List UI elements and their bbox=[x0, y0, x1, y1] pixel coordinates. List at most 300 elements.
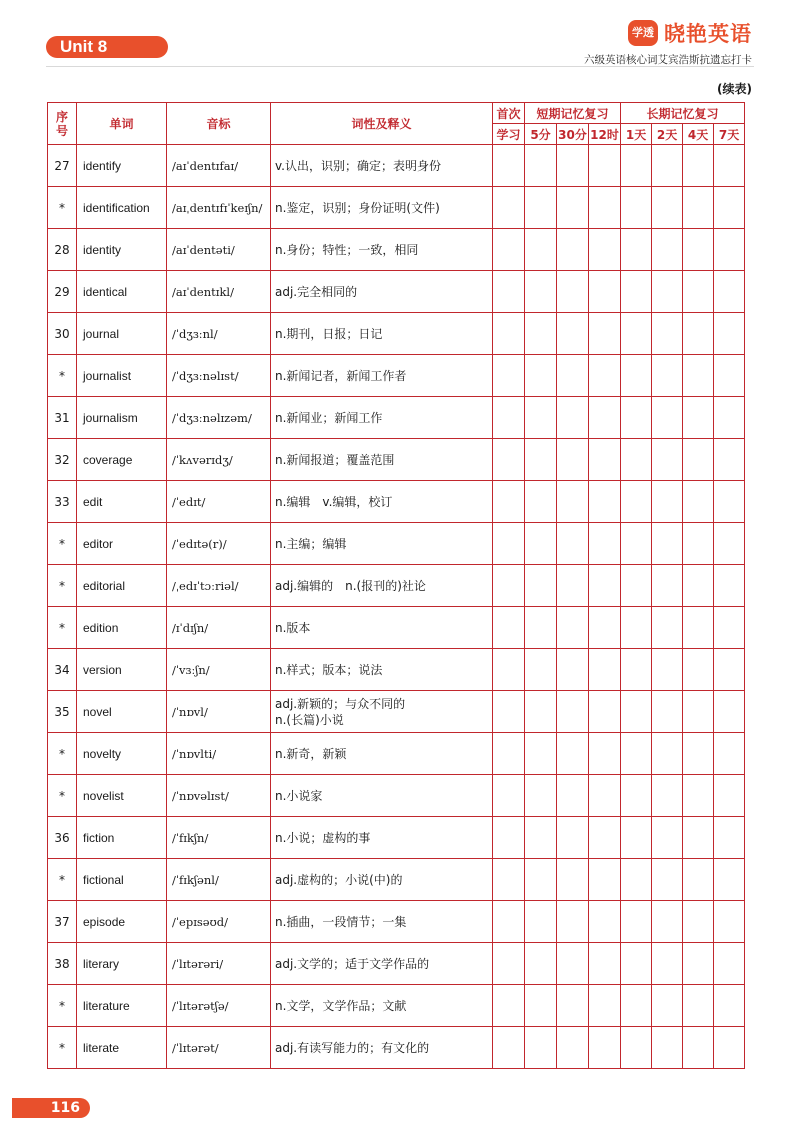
checkin-box[interactable] bbox=[621, 313, 652, 355]
row-number: * bbox=[48, 775, 77, 817]
checkin-box[interactable] bbox=[589, 523, 621, 565]
checkin-box[interactable] bbox=[714, 145, 745, 187]
word-cell: editor bbox=[77, 523, 167, 565]
checkin-box[interactable] bbox=[621, 691, 652, 733]
checkin-box[interactable] bbox=[683, 733, 714, 775]
checkin-box[interactable] bbox=[683, 187, 714, 229]
checkin-box[interactable] bbox=[557, 775, 589, 817]
checkin-box[interactable] bbox=[589, 985, 621, 1027]
checkin-box[interactable] bbox=[683, 901, 714, 943]
table-row bbox=[48, 1027, 745, 1069]
checkin-box[interactable] bbox=[493, 775, 525, 817]
unit-badge: Unit 8 bbox=[46, 36, 168, 58]
checkin-box[interactable] bbox=[714, 439, 745, 481]
word-cell: edit bbox=[77, 481, 167, 523]
word-cell: literary bbox=[77, 943, 167, 985]
definition-cell bbox=[271, 901, 493, 943]
checkin-box[interactable] bbox=[557, 859, 589, 901]
checkin-box[interactable] bbox=[493, 355, 525, 397]
row-number: 38 bbox=[48, 943, 77, 985]
checkin-box[interactable] bbox=[714, 187, 745, 229]
phonetic-cell: /ˌedɪˈtɔːriəl/ bbox=[167, 565, 271, 607]
word-cell: coverage bbox=[77, 439, 167, 481]
checkin-box[interactable] bbox=[525, 691, 557, 733]
checkin-box[interactable] bbox=[589, 775, 621, 817]
checkin-box[interactable] bbox=[557, 691, 589, 733]
word-cell: editorial bbox=[77, 565, 167, 607]
definition-line: adj.有读写能力的；有文化的 bbox=[275, 1040, 430, 1055]
definition-line: n.插曲，一段情节；一集 bbox=[275, 914, 407, 929]
checkin-box[interactable] bbox=[652, 901, 683, 943]
checkin-box[interactable] bbox=[683, 649, 714, 691]
checkin-box[interactable] bbox=[589, 145, 621, 187]
checkin-box[interactable] bbox=[683, 607, 714, 649]
definition-cell bbox=[271, 187, 493, 229]
vocabulary-table bbox=[47, 102, 745, 1069]
definition-line: n.新奇，新颖 bbox=[275, 746, 347, 761]
checkin-box[interactable] bbox=[621, 607, 652, 649]
table-row bbox=[48, 859, 745, 901]
checkin-box[interactable] bbox=[714, 397, 745, 439]
definition-cell bbox=[271, 523, 493, 565]
row-number: * bbox=[48, 607, 77, 649]
checkin-box[interactable] bbox=[493, 523, 525, 565]
checkin-box[interactable] bbox=[589, 817, 621, 859]
definition-cell bbox=[271, 397, 493, 439]
checkin-box[interactable] bbox=[621, 943, 652, 985]
checkin-box[interactable] bbox=[652, 355, 683, 397]
checkin-box[interactable] bbox=[493, 271, 525, 313]
checkin-box[interactable] bbox=[557, 355, 589, 397]
row-number: * bbox=[48, 565, 77, 607]
phonetic-cell: /ˈdʒɜːnəlɪst/ bbox=[167, 355, 271, 397]
checkin-box[interactable] bbox=[652, 313, 683, 355]
checkin-box[interactable] bbox=[652, 187, 683, 229]
phonetic-cell: /aɪˈdentɪfaɪ/ bbox=[167, 145, 271, 187]
phonetic-cell: /ˈlɪtərət/ bbox=[167, 1027, 271, 1069]
checkin-box[interactable] bbox=[493, 817, 525, 859]
row-number: 28 bbox=[48, 229, 77, 271]
checkin-box[interactable] bbox=[621, 187, 652, 229]
definition-line: n.新闻业；新闻工作 bbox=[275, 410, 383, 425]
checkin-box[interactable] bbox=[652, 817, 683, 859]
checkin-box[interactable] bbox=[525, 397, 557, 439]
word-cell: literature bbox=[77, 985, 167, 1027]
checkin-box[interactable] bbox=[493, 313, 525, 355]
checkin-box[interactable] bbox=[621, 355, 652, 397]
checkin-box[interactable] bbox=[589, 355, 621, 397]
checkin-box[interactable] bbox=[683, 271, 714, 313]
brand-subtitle: 六级英语核心词艾宾浩斯抗遗忘打卡 bbox=[584, 54, 752, 66]
checkin-box[interactable] bbox=[589, 691, 621, 733]
checkin-box[interactable] bbox=[557, 481, 589, 523]
table-row bbox=[48, 271, 745, 313]
row-number: 37 bbox=[48, 901, 77, 943]
row-number: * bbox=[48, 187, 77, 229]
checkin-box[interactable] bbox=[525, 649, 557, 691]
checkin-box[interactable] bbox=[493, 1027, 525, 1069]
checkin-box[interactable] bbox=[557, 397, 589, 439]
row-number: 29 bbox=[48, 271, 77, 313]
word-cell: novelty bbox=[77, 733, 167, 775]
checkin-box[interactable] bbox=[589, 901, 621, 943]
definition-line: n.版本 bbox=[275, 620, 311, 635]
checkin-box[interactable] bbox=[525, 355, 557, 397]
table-row bbox=[48, 817, 745, 859]
phonetic-cell: /ˈedɪtə(r)/ bbox=[167, 523, 271, 565]
checkin-box[interactable] bbox=[525, 1027, 557, 1069]
checkin-box[interactable] bbox=[714, 523, 745, 565]
checkin-box[interactable] bbox=[683, 439, 714, 481]
table-row bbox=[48, 187, 745, 229]
checkin-box[interactable] bbox=[525, 229, 557, 271]
checkin-box[interactable] bbox=[683, 145, 714, 187]
checkin-box[interactable] bbox=[652, 775, 683, 817]
checkin-box[interactable] bbox=[621, 649, 652, 691]
checkin-box[interactable] bbox=[714, 313, 745, 355]
header-definition: 词性及释义 bbox=[271, 103, 493, 145]
checkin-box[interactable] bbox=[525, 859, 557, 901]
checkin-box[interactable] bbox=[589, 271, 621, 313]
definition-line: n.(长篇)小说 bbox=[275, 712, 344, 727]
header-long-interval: 1天 bbox=[621, 124, 652, 145]
checkin-box[interactable] bbox=[589, 649, 621, 691]
checkin-box[interactable] bbox=[621, 901, 652, 943]
checkin-box[interactable] bbox=[652, 565, 683, 607]
definition-cell bbox=[271, 229, 493, 271]
checkin-box[interactable] bbox=[652, 439, 683, 481]
checkin-box[interactable] bbox=[714, 1027, 745, 1069]
checkin-box[interactable] bbox=[683, 355, 714, 397]
checkin-box[interactable] bbox=[557, 229, 589, 271]
checkin-box[interactable] bbox=[621, 145, 652, 187]
checkin-box[interactable] bbox=[493, 145, 525, 187]
checkin-box[interactable] bbox=[621, 733, 652, 775]
checkin-box[interactable] bbox=[683, 859, 714, 901]
definition-line: n.主编；编辑 bbox=[275, 536, 347, 551]
checkin-box[interactable] bbox=[621, 985, 652, 1027]
checkin-box[interactable] bbox=[557, 271, 589, 313]
checkin-box[interactable] bbox=[525, 733, 557, 775]
checkin-box[interactable] bbox=[621, 859, 652, 901]
phonetic-cell: /ˈvɜːʃn/ bbox=[167, 649, 271, 691]
header-first-study: 学习 bbox=[493, 124, 525, 145]
table-row bbox=[48, 649, 745, 691]
phonetic-cell: /ˈdʒɜːnl/ bbox=[167, 313, 271, 355]
checkin-box[interactable] bbox=[683, 523, 714, 565]
definition-cell bbox=[271, 145, 493, 187]
checkin-box[interactable] bbox=[589, 565, 621, 607]
definition-cell bbox=[271, 1027, 493, 1069]
checkin-box[interactable] bbox=[525, 313, 557, 355]
row-number: 31 bbox=[48, 397, 77, 439]
checkin-box[interactable] bbox=[714, 943, 745, 985]
checkin-box[interactable] bbox=[683, 985, 714, 1027]
row-number: 27 bbox=[48, 145, 77, 187]
row-number: 33 bbox=[48, 481, 77, 523]
checkin-box[interactable] bbox=[621, 481, 652, 523]
checkin-box[interactable] bbox=[525, 817, 557, 859]
checkin-box[interactable] bbox=[589, 481, 621, 523]
checkin-box[interactable] bbox=[652, 691, 683, 733]
checkin-box[interactable] bbox=[493, 481, 525, 523]
checkin-box[interactable] bbox=[525, 481, 557, 523]
checkin-box[interactable] bbox=[714, 775, 745, 817]
continued-label: (续表) bbox=[717, 82, 752, 96]
checkin-box[interactable] bbox=[525, 187, 557, 229]
brand-name: 晓艳英语 bbox=[664, 22, 752, 46]
checkin-box[interactable] bbox=[493, 187, 525, 229]
table-row bbox=[48, 397, 745, 439]
definition-line: adj.文学的；适于文学作品的 bbox=[275, 956, 430, 971]
checkin-box[interactable] bbox=[683, 565, 714, 607]
table-row bbox=[48, 481, 745, 523]
row-number: 35 bbox=[48, 691, 77, 733]
word-cell: version bbox=[77, 649, 167, 691]
checkin-box[interactable] bbox=[525, 985, 557, 1027]
checkin-box[interactable] bbox=[683, 691, 714, 733]
checkin-box[interactable] bbox=[652, 397, 683, 439]
word-cell: episode bbox=[77, 901, 167, 943]
checkin-box[interactable] bbox=[652, 145, 683, 187]
phonetic-cell: /ˈfɪkʃn/ bbox=[167, 817, 271, 859]
definition-cell bbox=[271, 565, 493, 607]
checkin-box[interactable] bbox=[652, 943, 683, 985]
definition-line: n.文学，文学作品；文献 bbox=[275, 998, 407, 1013]
definition-line: adj.编辑的 n.(报刊的)社论 bbox=[275, 578, 426, 593]
checkin-box[interactable] bbox=[493, 859, 525, 901]
header-long-interval: 2天 bbox=[652, 124, 683, 145]
checkin-box[interactable] bbox=[652, 985, 683, 1027]
checkin-box[interactable] bbox=[589, 439, 621, 481]
checkin-box[interactable] bbox=[714, 817, 745, 859]
checkin-box[interactable] bbox=[683, 229, 714, 271]
checkin-box[interactable] bbox=[525, 439, 557, 481]
checkin-box[interactable] bbox=[525, 271, 557, 313]
checkin-box[interactable] bbox=[557, 523, 589, 565]
header-long-interval: 4天 bbox=[683, 124, 714, 145]
table-row bbox=[48, 733, 745, 775]
definition-line: n.小说家 bbox=[275, 788, 323, 803]
phonetic-cell: /aɪˈdentəti/ bbox=[167, 229, 271, 271]
checkin-box[interactable] bbox=[652, 607, 683, 649]
checkin-box[interactable] bbox=[557, 187, 589, 229]
checkin-box[interactable] bbox=[589, 943, 621, 985]
phonetic-cell: /ˈlɪtərətʃə/ bbox=[167, 985, 271, 1027]
header-short-term: 短期记忆复习 bbox=[525, 103, 621, 124]
checkin-box[interactable] bbox=[652, 733, 683, 775]
checkin-box[interactable] bbox=[652, 1027, 683, 1069]
table-row bbox=[48, 523, 745, 565]
definition-line: n.新闻记者，新闻工作者 bbox=[275, 368, 407, 383]
phonetic-cell: /ɪˈdɪʃn/ bbox=[167, 607, 271, 649]
phonetic-cell: /ˈnɒvl/ bbox=[167, 691, 271, 733]
brand-logo-icon: 学透 bbox=[628, 20, 658, 46]
definition-cell bbox=[271, 481, 493, 523]
checkin-box[interactable] bbox=[714, 607, 745, 649]
checkin-box[interactable] bbox=[493, 733, 525, 775]
table-row bbox=[48, 607, 745, 649]
header-first: 首次 bbox=[493, 103, 525, 124]
word-cell: novel bbox=[77, 691, 167, 733]
table-row bbox=[48, 229, 745, 271]
checkin-box[interactable] bbox=[589, 607, 621, 649]
row-number: * bbox=[48, 355, 77, 397]
checkin-box[interactable] bbox=[557, 145, 589, 187]
definition-line: adj.虚构的；小说(中)的 bbox=[275, 872, 403, 887]
checkin-box[interactable] bbox=[589, 313, 621, 355]
checkin-box[interactable] bbox=[589, 229, 621, 271]
table-row bbox=[48, 943, 745, 985]
checkin-box[interactable] bbox=[525, 145, 557, 187]
checkin-box[interactable] bbox=[493, 901, 525, 943]
checkin-box[interactable] bbox=[589, 397, 621, 439]
definition-cell bbox=[271, 439, 493, 481]
checkin-box[interactable] bbox=[621, 271, 652, 313]
checkin-box[interactable] bbox=[557, 649, 589, 691]
checkin-box[interactable] bbox=[714, 901, 745, 943]
checkin-box[interactable] bbox=[714, 859, 745, 901]
row-number: * bbox=[48, 523, 77, 565]
checkin-box[interactable] bbox=[621, 565, 652, 607]
checkin-box[interactable] bbox=[589, 1027, 621, 1069]
phonetic-cell: /ˈnɒvəlɪst/ bbox=[167, 775, 271, 817]
header-short-interval: 30分 bbox=[557, 124, 589, 145]
definition-cell bbox=[271, 943, 493, 985]
checkin-box[interactable] bbox=[525, 607, 557, 649]
checkin-box[interactable] bbox=[525, 523, 557, 565]
phonetic-cell: /ˈepɪsəʊd/ bbox=[167, 901, 271, 943]
checkin-box[interactable] bbox=[493, 397, 525, 439]
word-cell: literate bbox=[77, 1027, 167, 1069]
phonetic-cell: /aɪˌdentɪfɪˈkeɪʃn/ bbox=[167, 187, 271, 229]
checkin-box[interactable] bbox=[714, 565, 745, 607]
checkin-box[interactable] bbox=[621, 229, 652, 271]
row-number: 30 bbox=[48, 313, 77, 355]
row-number: 32 bbox=[48, 439, 77, 481]
definition-cell bbox=[271, 271, 493, 313]
checkin-box[interactable] bbox=[525, 901, 557, 943]
checkin-box[interactable] bbox=[683, 397, 714, 439]
checkin-box[interactable] bbox=[683, 817, 714, 859]
word-cell: identify bbox=[77, 145, 167, 187]
checkin-box[interactable] bbox=[557, 439, 589, 481]
definition-cell bbox=[271, 775, 493, 817]
checkin-box[interactable] bbox=[714, 691, 745, 733]
phonetic-cell: /aɪˈdentɪkl/ bbox=[167, 271, 271, 313]
checkin-box[interactable] bbox=[652, 859, 683, 901]
checkin-box[interactable] bbox=[714, 481, 745, 523]
checkin-box[interactable] bbox=[557, 733, 589, 775]
table-row bbox=[48, 691, 745, 733]
header-phonetic: 音标 bbox=[167, 103, 271, 145]
checkin-box[interactable] bbox=[621, 1027, 652, 1069]
checkin-box[interactable] bbox=[683, 1027, 714, 1069]
checkin-box[interactable] bbox=[525, 565, 557, 607]
checkin-box[interactable] bbox=[493, 649, 525, 691]
checkin-box[interactable] bbox=[557, 985, 589, 1027]
checkin-box[interactable] bbox=[652, 523, 683, 565]
definition-cell bbox=[271, 733, 493, 775]
header-seq: 序号 bbox=[48, 103, 77, 145]
table-row bbox=[48, 565, 745, 607]
checkin-box[interactable] bbox=[493, 607, 525, 649]
phonetic-cell: /ˈkʌvərɪdʒ/ bbox=[167, 439, 271, 481]
checkin-box[interactable] bbox=[714, 355, 745, 397]
checkin-box[interactable] bbox=[557, 607, 589, 649]
checkin-box[interactable] bbox=[557, 1027, 589, 1069]
checkin-box[interactable] bbox=[493, 229, 525, 271]
checkin-box[interactable] bbox=[525, 775, 557, 817]
checkin-box[interactable] bbox=[714, 229, 745, 271]
word-cell: journal bbox=[77, 313, 167, 355]
definition-cell bbox=[271, 355, 493, 397]
checkin-box[interactable] bbox=[557, 313, 589, 355]
checkin-box[interactable] bbox=[493, 439, 525, 481]
checkin-box[interactable] bbox=[621, 523, 652, 565]
checkin-box[interactable] bbox=[589, 733, 621, 775]
checkin-box[interactable] bbox=[557, 901, 589, 943]
checkin-box[interactable] bbox=[683, 481, 714, 523]
checkin-box[interactable] bbox=[621, 397, 652, 439]
definition-line: n.期刊，日报；日记 bbox=[275, 326, 383, 341]
checkin-box[interactable] bbox=[621, 775, 652, 817]
checkin-box[interactable] bbox=[493, 943, 525, 985]
checkin-box[interactable] bbox=[493, 565, 525, 607]
checkin-box[interactable] bbox=[652, 649, 683, 691]
checkin-box[interactable] bbox=[652, 481, 683, 523]
row-number: * bbox=[48, 985, 77, 1027]
checkin-box[interactable] bbox=[714, 271, 745, 313]
row-number: * bbox=[48, 859, 77, 901]
table-row bbox=[48, 313, 745, 355]
checkin-box[interactable] bbox=[621, 439, 652, 481]
table-row bbox=[48, 355, 745, 397]
definition-line: n.小说；虚构的事 bbox=[275, 830, 371, 845]
definition-line: n.新闻报道；覆盖范围 bbox=[275, 452, 395, 467]
row-number: 34 bbox=[48, 649, 77, 691]
checkin-box[interactable] bbox=[683, 775, 714, 817]
checkin-box[interactable] bbox=[557, 943, 589, 985]
definition-line: v.认出，识别；确定；表明身份 bbox=[275, 158, 441, 173]
checkin-box[interactable] bbox=[621, 817, 652, 859]
table-row bbox=[48, 439, 745, 481]
checkin-box[interactable] bbox=[493, 985, 525, 1027]
checkin-box[interactable] bbox=[683, 313, 714, 355]
table-row bbox=[48, 775, 745, 817]
checkin-box[interactable] bbox=[714, 985, 745, 1027]
definition-cell bbox=[271, 607, 493, 649]
definition-cell bbox=[271, 817, 493, 859]
checkin-box[interactable] bbox=[652, 271, 683, 313]
phonetic-cell: /ˈnɒvlti/ bbox=[167, 733, 271, 775]
checkin-box[interactable] bbox=[589, 859, 621, 901]
word-cell: edition bbox=[77, 607, 167, 649]
row-number: * bbox=[48, 733, 77, 775]
definition-cell bbox=[271, 649, 493, 691]
header-long-interval: 7天 bbox=[714, 124, 745, 145]
checkin-box[interactable] bbox=[714, 733, 745, 775]
checkin-box[interactable] bbox=[493, 691, 525, 733]
checkin-box[interactable] bbox=[683, 943, 714, 985]
checkin-box[interactable] bbox=[652, 229, 683, 271]
checkin-box[interactable] bbox=[714, 649, 745, 691]
checkin-box[interactable] bbox=[589, 187, 621, 229]
checkin-box[interactable] bbox=[557, 817, 589, 859]
checkin-box[interactable] bbox=[557, 565, 589, 607]
definition-line: adj.完全相同的 bbox=[275, 284, 358, 299]
checkin-box[interactable] bbox=[525, 943, 557, 985]
